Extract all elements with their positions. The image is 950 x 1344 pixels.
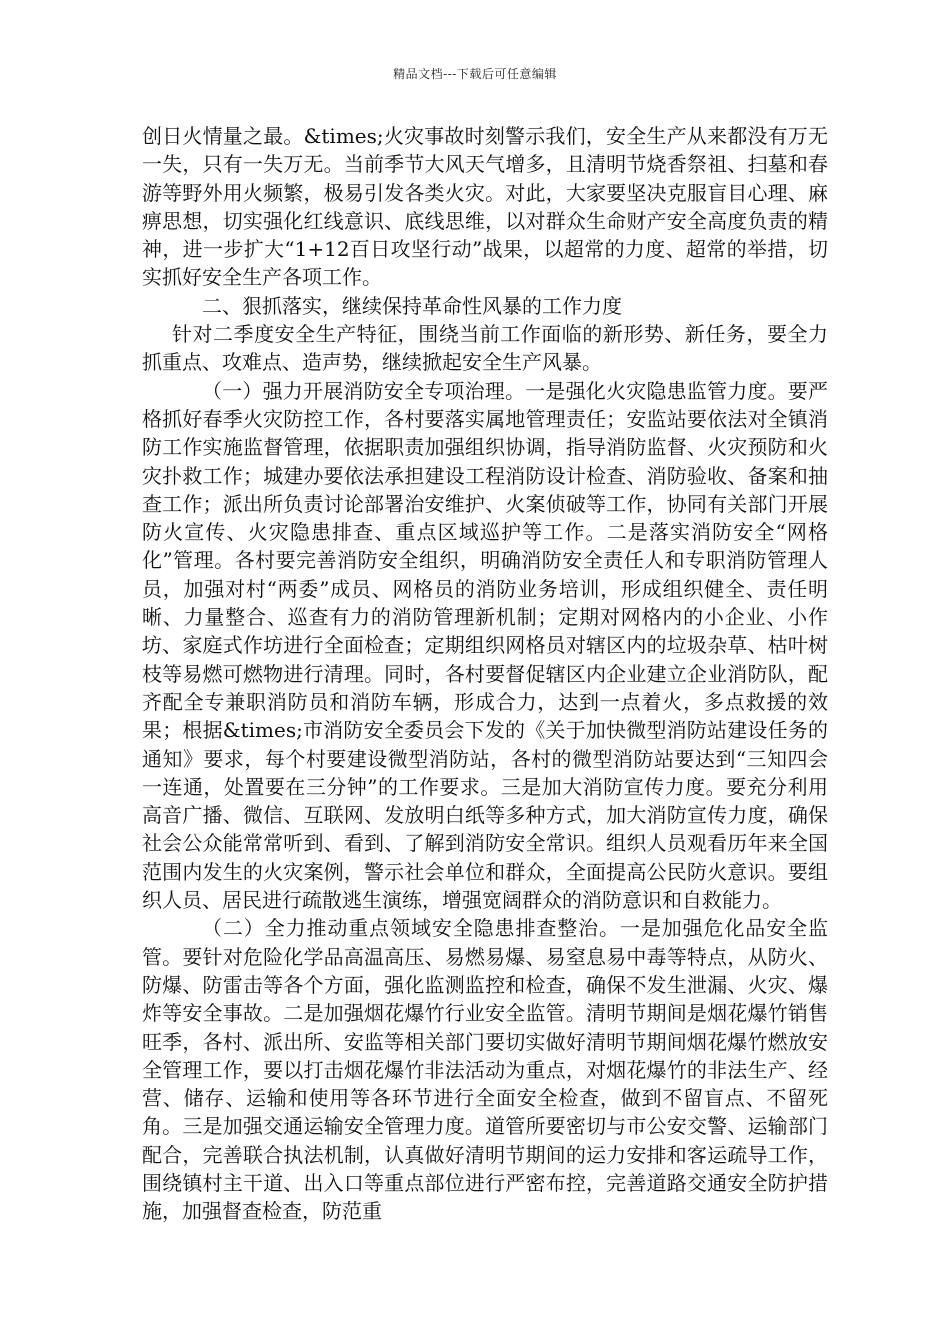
paragraph-fire-safety: （一）强力开展消防安全专项治理。一是强化火灾隐患监管力度。要严格抓好春季火灾防控工作，各村要落实属地管理责任；安监站要依法对全镇消防工作实施监督管理，依据职责加强组织协调，指导消防监督、火灾预防和火灾扑救工作；城建办要依法承担建设工程消防设计检查、消防验收、备案和抽查工作；派出所负责讨论部署治安维护、火案侦破等工作，协同有关部门开展防火宣传、火灾隐患排查、重点区域巡护等工作。二是落实消防安全“网格化”管理。各村要完善消防安全组织，明确消防安全责任人和专职消防管理人员，加强对村“两委”成员、网格员的消防业务培训，形成组织健全、责任明晰、力量整合、巡查有力的消防管理新机制；定期对网格内的小企业、小作坊、家庭式作坊进行全面检查；定期组织网格员对辖区内的垃圾杂草、枯叶树枝等易燃可燃物进行清理。同时，各村要督促辖区内企业建立企业消防队，配齐配全专兼职消防员和消防车辆，形成合力，达到一点着火，多点救援的效果；根据&times;市消防安全委员会下发的《关于加快微型消防站建设任务的通知》要求，每个村要建设微型消防站，各村的微型消防站要达到“三知四会一连通，处置要在三分钟”的工作要求。三是加大消防宣传力度。要充分利用高音广播、微信、互联网、发放明白纸等多种方式，加大消防宣传力度，确保社会公众能常常听到、看到、了解到消防安全常识。组织人员观看历年来全国范围内发生的火灾案例，警示社会单位和群众，全面提高公民防火意识。要组织人员、居民进行疏散逃生演练，增强宽阔群众的消防意识和自救能力。 xyxy=(142,378,828,913)
page-header: 精品文档---下载后可任意编辑 xyxy=(393,67,557,81)
paragraph-hazard-inspection: （二）全力推动重点领域安全隐患排查整治。一是加强危化品安全监管。要针对危险化学品高温高压、易燃易爆、易窒息易中毒等特点，从防火、防爆、防雷击等各个方面，强化监测监控和检查，确保不发生泄漏、火灾、爆炸等安全事故。二是加强烟花爆竹行业安全监管。清明节期间是烟花爆竹销售旺季，各村、派出所、安监等相关部门要切实做好清明节期间烟花爆竹燃放安全管理工作，要以打击烟花爆竹非法活动为重点，对烟花爆竹的非法生产、经营、储存、运输和使用等各环节进行全面安全检查，做到不留盲点、不留死角。三是加强交通运输安全管理力度。道管所要密切与市公安交警、运输部门配合，完善联合执法机制，认真做好清明节期间的运力安排和客运疏导工作，围绕镇村主干道、出入口等重点部位进行严密布控，完善道路交通安全防护措施，加强督查检查，防范重 xyxy=(142,916,828,1224)
section-heading: 二、狠抓落实，继续保持革命性风暴的工作力度 xyxy=(202,293,622,318)
paragraph-intro: 针对二季度安全生产特征，围绕当前工作面临的新形势、新任务，要全力抓重点、攻难点、造声势，继续掀起安全生产风暴。 xyxy=(142,322,828,375)
paragraph-continuation: 创日火情量之最。&times;火灾事故时刻警示我们，安全生产从来都没有万无一失，只有一失万无。当前季节大风天气增多，且清明节烧香祭祖、扫墓和春游等野外用火频繁，极易引发各类火灾。对此，大家要坚决克服盲目心理、麻痹思想，切实强化红线意识、底线思维，以对群众生命财产安全高度负责的精神，进一步扩大“1+12百日攻坚行动”战果，以超常的力度、超常的举措，切实抓好安全生产各项工作。 xyxy=(142,124,828,290)
document-body xyxy=(142,122,828,1226)
